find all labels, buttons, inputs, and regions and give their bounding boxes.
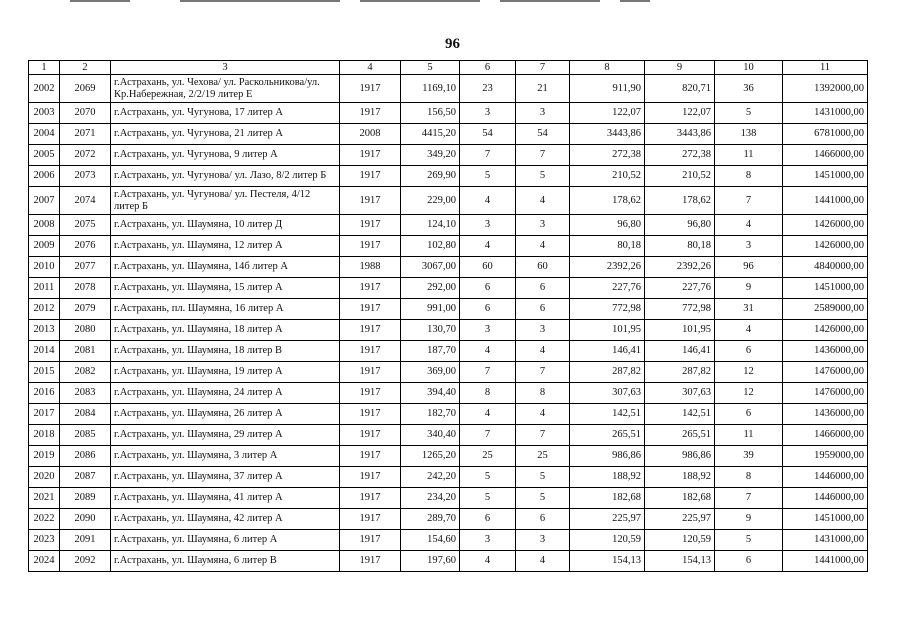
col-8-value-cell: 210,52 — [570, 166, 645, 187]
col-10-value-cell: 9 — [715, 278, 783, 299]
col-6-value-cell: 3 — [460, 530, 516, 551]
build-year-cell: 1917 — [340, 467, 401, 488]
row-index-cell: 2019 — [29, 446, 60, 467]
record-number-cell: 2092 — [60, 551, 111, 572]
record-number-cell: 2075 — [60, 215, 111, 236]
col-9-value-cell: 265,51 — [645, 425, 715, 446]
address-cell: г.Астрахань, ул. Шаумяна, 42 литер А — [111, 509, 340, 530]
col-9-value-cell: 80,18 — [645, 236, 715, 257]
col-9-value-cell: 188,92 — [645, 467, 715, 488]
total-area-cell: 289,70 — [401, 509, 460, 530]
amount-cell: 2589000,00 — [783, 299, 868, 320]
col-7-value-cell: 3 — [516, 530, 570, 551]
col-8-value-cell: 142,51 — [570, 404, 645, 425]
total-area-cell: 130,70 — [401, 320, 460, 341]
build-year-cell: 1917 — [340, 383, 401, 404]
row-index-cell: 2002 — [29, 75, 60, 103]
amount-cell: 1392000,00 — [783, 75, 868, 103]
amount-cell: 1476000,00 — [783, 362, 868, 383]
col-6-value-cell: 23 — [460, 75, 516, 103]
amount-cell: 1436000,00 — [783, 404, 868, 425]
build-year-cell: 1917 — [340, 446, 401, 467]
col-6-value-cell: 6 — [460, 509, 516, 530]
col-8-value-cell: 287,82 — [570, 362, 645, 383]
amount-cell: 1431000,00 — [783, 530, 868, 551]
col-6-value-cell: 6 — [460, 299, 516, 320]
address-cell: г.Астрахань, ул. Шаумяна, 24 литер А — [111, 383, 340, 404]
address-cell: г.Астрахань, ул. Шаумяна, 12 литер А — [111, 236, 340, 257]
build-year-cell: 2008 — [340, 124, 401, 145]
amount-cell: 1959000,00 — [783, 446, 868, 467]
col-6-value-cell: 4 — [460, 341, 516, 362]
record-number-cell: 2072 — [60, 145, 111, 166]
table-row — [29, 187, 868, 215]
table-row — [29, 341, 868, 362]
col-9-value-cell: 210,52 — [645, 166, 715, 187]
record-number-cell: 2090 — [60, 509, 111, 530]
amount-cell: 1451000,00 — [783, 509, 868, 530]
col-7-value-cell: 5 — [516, 488, 570, 509]
col-7-value-cell: 4 — [516, 404, 570, 425]
build-year-cell: 1917 — [340, 166, 401, 187]
col-8-value-cell: 2392,26 — [570, 257, 645, 278]
col-8-value-cell: 772,98 — [570, 299, 645, 320]
table-row — [29, 236, 868, 257]
col-8-value-cell: 265,51 — [570, 425, 645, 446]
address-cell: г.Астрахань, ул. Шаумяна, 15 литер А — [111, 278, 340, 299]
col-6-value-cell: 5 — [460, 166, 516, 187]
row-index-cell: 2011 — [29, 278, 60, 299]
table-row — [29, 383, 868, 404]
amount-cell: 1436000,00 — [783, 341, 868, 362]
col-6-value-cell: 8 — [460, 383, 516, 404]
total-area-cell: 1265,20 — [401, 446, 460, 467]
record-number-cell: 2069 — [60, 75, 111, 103]
table-row — [29, 320, 868, 341]
column-header: 6 — [460, 61, 516, 75]
build-year-cell: 1988 — [340, 257, 401, 278]
record-number-cell: 2082 — [60, 362, 111, 383]
col-7-value-cell: 21 — [516, 75, 570, 103]
build-year-cell: 1917 — [340, 509, 401, 530]
col-10-value-cell: 31 — [715, 299, 783, 320]
build-year-cell: 1917 — [340, 278, 401, 299]
col-8-value-cell: 188,92 — [570, 467, 645, 488]
table-row — [29, 299, 868, 320]
col-7-value-cell: 3 — [516, 320, 570, 341]
total-area-cell: 124,10 — [401, 215, 460, 236]
row-index-cell: 2010 — [29, 257, 60, 278]
record-number-cell: 2071 — [60, 124, 111, 145]
address-cell: г.Астрахань, ул. Шаумяна, 19 литер А — [111, 362, 340, 383]
col-6-value-cell: 54 — [460, 124, 516, 145]
row-index-cell: 2014 — [29, 341, 60, 362]
address-cell: г.Астрахань, ул. Шаумяна, 29 литер А — [111, 425, 340, 446]
col-10-value-cell: 6 — [715, 404, 783, 425]
col-10-value-cell: 5 — [715, 103, 783, 124]
col-6-value-cell: 3 — [460, 103, 516, 124]
table-row — [29, 166, 868, 187]
address-cell: г.Астрахань, пл. Шаумяна, 16 литер А — [111, 299, 340, 320]
build-year-cell: 1917 — [340, 488, 401, 509]
table-row — [29, 215, 868, 236]
build-year-cell: 1917 — [340, 299, 401, 320]
col-10-value-cell: 5 — [715, 530, 783, 551]
table-row — [29, 124, 868, 145]
row-index-cell: 2007 — [29, 187, 60, 215]
record-number-cell: 2085 — [60, 425, 111, 446]
build-year-cell: 1917 — [340, 341, 401, 362]
row-index-cell: 2022 — [29, 509, 60, 530]
address-cell: г.Астрахань, ул. Шаумяна, 3 литер А — [111, 446, 340, 467]
total-area-cell: 234,20 — [401, 488, 460, 509]
amount-cell: 1466000,00 — [783, 145, 868, 166]
col-7-value-cell: 7 — [516, 425, 570, 446]
col-10-value-cell: 8 — [715, 166, 783, 187]
address-cell: г.Астрахань, ул. Чугунова, 21 литер А — [111, 124, 340, 145]
col-8-value-cell: 272,38 — [570, 145, 645, 166]
total-area-cell: 292,00 — [401, 278, 460, 299]
col-8-value-cell: 120,59 — [570, 530, 645, 551]
col-6-value-cell: 4 — [460, 551, 516, 572]
table-row — [29, 145, 868, 166]
address-cell: г.Астрахань, ул. Шаумяна, 26 литер А — [111, 404, 340, 425]
col-6-value-cell: 5 — [460, 467, 516, 488]
col-9-value-cell: 178,62 — [645, 187, 715, 215]
build-year-cell: 1917 — [340, 530, 401, 551]
column-number-header-row — [29, 61, 868, 75]
col-7-value-cell: 4 — [516, 551, 570, 572]
build-year-cell: 1917 — [340, 425, 401, 446]
amount-cell: 1476000,00 — [783, 383, 868, 404]
total-area-cell: 229,00 — [401, 187, 460, 215]
address-cell: г.Астрахань, ул. Чугунова/ ул. Лазо, 8/2 литер Б — [111, 166, 340, 187]
col-8-value-cell: 122,07 — [570, 103, 645, 124]
col-10-value-cell: 138 — [715, 124, 783, 145]
col-10-value-cell: 12 — [715, 383, 783, 404]
build-year-cell: 1917 — [340, 75, 401, 103]
record-number-cell: 2073 — [60, 166, 111, 187]
address-cell: г.Астрахань, ул. Шаумяна, 37 литер А — [111, 467, 340, 488]
address-cell: г.Астрахань, ул. Чехова/ ул. Раскольникова/ул. Кр.Набережная, 2/2/19 литер Е — [111, 75, 340, 103]
address-cell: г.Астрахань, ул. Чугунова, 9 литер А — [111, 145, 340, 166]
housing-register-table — [28, 60, 868, 572]
col-10-value-cell: 36 — [715, 75, 783, 103]
col-7-value-cell: 8 — [516, 383, 570, 404]
amount-cell: 1451000,00 — [783, 166, 868, 187]
build-year-cell: 1917 — [340, 103, 401, 124]
col-8-value-cell: 225,97 — [570, 509, 645, 530]
table-row — [29, 257, 868, 278]
col-7-value-cell: 6 — [516, 278, 570, 299]
record-number-cell: 2087 — [60, 467, 111, 488]
col-9-value-cell: 820,71 — [645, 75, 715, 103]
row-index-cell: 2013 — [29, 320, 60, 341]
col-10-value-cell: 11 — [715, 145, 783, 166]
col-7-value-cell: 5 — [516, 467, 570, 488]
record-number-cell: 2081 — [60, 341, 111, 362]
col-10-value-cell: 8 — [715, 467, 783, 488]
record-number-cell: 2086 — [60, 446, 111, 467]
amount-cell: 6781000,00 — [783, 124, 868, 145]
table-row — [29, 75, 868, 103]
record-number-cell: 2074 — [60, 187, 111, 215]
amount-cell: 1426000,00 — [783, 320, 868, 341]
col-7-value-cell: 7 — [516, 362, 570, 383]
record-number-cell: 2083 — [60, 383, 111, 404]
col-10-value-cell: 96 — [715, 257, 783, 278]
col-8-value-cell: 3443,86 — [570, 124, 645, 145]
record-number-cell: 2091 — [60, 530, 111, 551]
column-header: 11 — [783, 61, 868, 75]
col-8-value-cell: 178,62 — [570, 187, 645, 215]
col-7-value-cell: 6 — [516, 509, 570, 530]
col-7-value-cell: 6 — [516, 299, 570, 320]
row-index-cell: 2016 — [29, 383, 60, 404]
col-8-value-cell: 80,18 — [570, 236, 645, 257]
record-number-cell: 2080 — [60, 320, 111, 341]
address-cell: г.Астрахань, ул. Чугунова, 17 литер А — [111, 103, 340, 124]
col-9-value-cell: 307,63 — [645, 383, 715, 404]
amount-cell: 1431000,00 — [783, 103, 868, 124]
col-9-value-cell: 3443,86 — [645, 124, 715, 145]
row-index-cell: 2024 — [29, 551, 60, 572]
build-year-cell: 1917 — [340, 551, 401, 572]
row-index-cell: 2017 — [29, 404, 60, 425]
build-year-cell: 1917 — [340, 187, 401, 215]
column-header: 9 — [645, 61, 715, 75]
scan-top-marks — [60, 0, 660, 4]
total-area-cell: 156,50 — [401, 103, 460, 124]
amount-cell: 1441000,00 — [783, 551, 868, 572]
record-number-cell: 2078 — [60, 278, 111, 299]
build-year-cell: 1917 — [340, 215, 401, 236]
col-10-value-cell: 39 — [715, 446, 783, 467]
col-6-value-cell: 7 — [460, 425, 516, 446]
col-10-value-cell: 7 — [715, 187, 783, 215]
col-8-value-cell: 911,90 — [570, 75, 645, 103]
col-9-value-cell: 154,13 — [645, 551, 715, 572]
total-area-cell: 102,80 — [401, 236, 460, 257]
col-10-value-cell: 4 — [715, 320, 783, 341]
amount-cell: 1426000,00 — [783, 236, 868, 257]
col-10-value-cell: 6 — [715, 341, 783, 362]
row-index-cell: 2018 — [29, 425, 60, 446]
amount-cell: 1466000,00 — [783, 425, 868, 446]
col-6-value-cell: 60 — [460, 257, 516, 278]
col-8-value-cell: 986,86 — [570, 446, 645, 467]
amount-cell: 1446000,00 — [783, 488, 868, 509]
total-area-cell: 154,60 — [401, 530, 460, 551]
address-cell: г.Астрахань, ул. Шаумяна, 6 литер А — [111, 530, 340, 551]
table-row — [29, 103, 868, 124]
col-8-value-cell: 101,95 — [570, 320, 645, 341]
total-area-cell: 269,90 — [401, 166, 460, 187]
col-10-value-cell: 12 — [715, 362, 783, 383]
column-header: 8 — [570, 61, 645, 75]
column-header: 1 — [29, 61, 60, 75]
address-cell: г.Астрахань, ул. Шаумяна, 41 литер А — [111, 488, 340, 509]
column-header: 4 — [340, 61, 401, 75]
address-cell: г.Астрахань, ул. Шаумяна, 18 литер А — [111, 320, 340, 341]
table-row — [29, 488, 868, 509]
col-8-value-cell: 154,13 — [570, 551, 645, 572]
col-9-value-cell: 122,07 — [645, 103, 715, 124]
col-6-value-cell: 4 — [460, 236, 516, 257]
col-6-value-cell: 4 — [460, 187, 516, 215]
total-area-cell: 1169,10 — [401, 75, 460, 103]
row-index-cell: 2003 — [29, 103, 60, 124]
col-9-value-cell: 272,38 — [645, 145, 715, 166]
record-number-cell: 2076 — [60, 236, 111, 257]
column-header: 10 — [715, 61, 783, 75]
col-7-value-cell: 4 — [516, 341, 570, 362]
col-10-value-cell: 4 — [715, 215, 783, 236]
col-9-value-cell: 772,98 — [645, 299, 715, 320]
col-10-value-cell: 6 — [715, 551, 783, 572]
col-7-value-cell: 5 — [516, 166, 570, 187]
page-number: 96 — [445, 36, 460, 52]
col-6-value-cell: 25 — [460, 446, 516, 467]
col-9-value-cell: 120,59 — [645, 530, 715, 551]
address-cell: г.Астрахань, ул. Шаумяна, 6 литер В — [111, 551, 340, 572]
col-6-value-cell: 3 — [460, 215, 516, 236]
table-row — [29, 509, 868, 530]
col-6-value-cell: 7 — [460, 362, 516, 383]
col-7-value-cell: 4 — [516, 187, 570, 215]
table-row — [29, 278, 868, 299]
col-6-value-cell: 4 — [460, 404, 516, 425]
col-6-value-cell: 7 — [460, 145, 516, 166]
total-area-cell: 3067,00 — [401, 257, 460, 278]
total-area-cell: 197,60 — [401, 551, 460, 572]
col-7-value-cell: 4 — [516, 236, 570, 257]
col-7-value-cell: 3 — [516, 103, 570, 124]
row-index-cell: 2012 — [29, 299, 60, 320]
address-cell: г.Астрахань, ул. Шаумяна, 18 литер В — [111, 341, 340, 362]
build-year-cell: 1917 — [340, 320, 401, 341]
record-number-cell: 2089 — [60, 488, 111, 509]
table-row — [29, 425, 868, 446]
table-row — [29, 362, 868, 383]
col-8-value-cell: 146,41 — [570, 341, 645, 362]
col-8-value-cell: 182,68 — [570, 488, 645, 509]
col-7-value-cell: 25 — [516, 446, 570, 467]
col-10-value-cell: 9 — [715, 509, 783, 530]
col-8-value-cell: 227,76 — [570, 278, 645, 299]
col-8-value-cell: 307,63 — [570, 383, 645, 404]
row-index-cell: 2005 — [29, 145, 60, 166]
amount-cell: 1446000,00 — [783, 467, 868, 488]
record-number-cell: 2070 — [60, 103, 111, 124]
row-index-cell: 2020 — [29, 467, 60, 488]
row-index-cell: 2006 — [29, 166, 60, 187]
total-area-cell: 369,00 — [401, 362, 460, 383]
amount-cell: 4840000,00 — [783, 257, 868, 278]
total-area-cell: 340,40 — [401, 425, 460, 446]
column-header: 5 — [401, 61, 460, 75]
amount-cell: 1441000,00 — [783, 187, 868, 215]
col-9-value-cell: 227,76 — [645, 278, 715, 299]
table-row — [29, 467, 868, 488]
col-6-value-cell: 5 — [460, 488, 516, 509]
total-area-cell: 394,40 — [401, 383, 460, 404]
col-6-value-cell: 3 — [460, 320, 516, 341]
col-7-value-cell: 7 — [516, 145, 570, 166]
address-cell: г.Астрахань, ул. Шаумяна, 10 литер Д — [111, 215, 340, 236]
table-row — [29, 530, 868, 551]
table-row — [29, 446, 868, 467]
record-number-cell: 2079 — [60, 299, 111, 320]
col-7-value-cell: 60 — [516, 257, 570, 278]
col-10-value-cell: 3 — [715, 236, 783, 257]
build-year-cell: 1917 — [340, 404, 401, 425]
row-index-cell: 2021 — [29, 488, 60, 509]
col-6-value-cell: 6 — [460, 278, 516, 299]
total-area-cell: 991,00 — [401, 299, 460, 320]
col-7-value-cell: 3 — [516, 215, 570, 236]
col-9-value-cell: 101,95 — [645, 320, 715, 341]
total-area-cell: 242,20 — [401, 467, 460, 488]
row-index-cell: 2009 — [29, 236, 60, 257]
row-index-cell: 2008 — [29, 215, 60, 236]
total-area-cell: 349,20 — [401, 145, 460, 166]
row-index-cell: 2004 — [29, 124, 60, 145]
col-9-value-cell: 225,97 — [645, 509, 715, 530]
total-area-cell: 187,70 — [401, 341, 460, 362]
col-7-value-cell: 54 — [516, 124, 570, 145]
address-cell: г.Астрахань, ул. Чугунова/ ул. Пестеля, 4/12 литер Б — [111, 187, 340, 215]
total-area-cell: 182,70 — [401, 404, 460, 425]
amount-cell: 1426000,00 — [783, 215, 868, 236]
amount-cell: 1451000,00 — [783, 278, 868, 299]
col-10-value-cell: 11 — [715, 425, 783, 446]
col-9-value-cell: 146,41 — [645, 341, 715, 362]
record-number-cell: 2077 — [60, 257, 111, 278]
col-9-value-cell: 2392,26 — [645, 257, 715, 278]
table-body — [29, 75, 868, 572]
col-9-value-cell: 986,86 — [645, 446, 715, 467]
col-9-value-cell: 142,51 — [645, 404, 715, 425]
record-number-cell: 2084 — [60, 404, 111, 425]
col-9-value-cell: 287,82 — [645, 362, 715, 383]
total-area-cell: 4415,20 — [401, 124, 460, 145]
table-row — [29, 404, 868, 425]
column-header: 2 — [60, 61, 111, 75]
col-9-value-cell: 96,80 — [645, 215, 715, 236]
col-8-value-cell: 96,80 — [570, 215, 645, 236]
table-row — [29, 551, 868, 572]
column-header: 3 — [111, 61, 340, 75]
build-year-cell: 1917 — [340, 236, 401, 257]
row-index-cell: 2015 — [29, 362, 60, 383]
row-index-cell: 2023 — [29, 530, 60, 551]
address-cell: г.Астрахань, ул. Шаумяна, 14б литер А — [111, 257, 340, 278]
build-year-cell: 1917 — [340, 145, 401, 166]
col-10-value-cell: 7 — [715, 488, 783, 509]
build-year-cell: 1917 — [340, 362, 401, 383]
column-header: 7 — [516, 61, 570, 75]
col-9-value-cell: 182,68 — [645, 488, 715, 509]
